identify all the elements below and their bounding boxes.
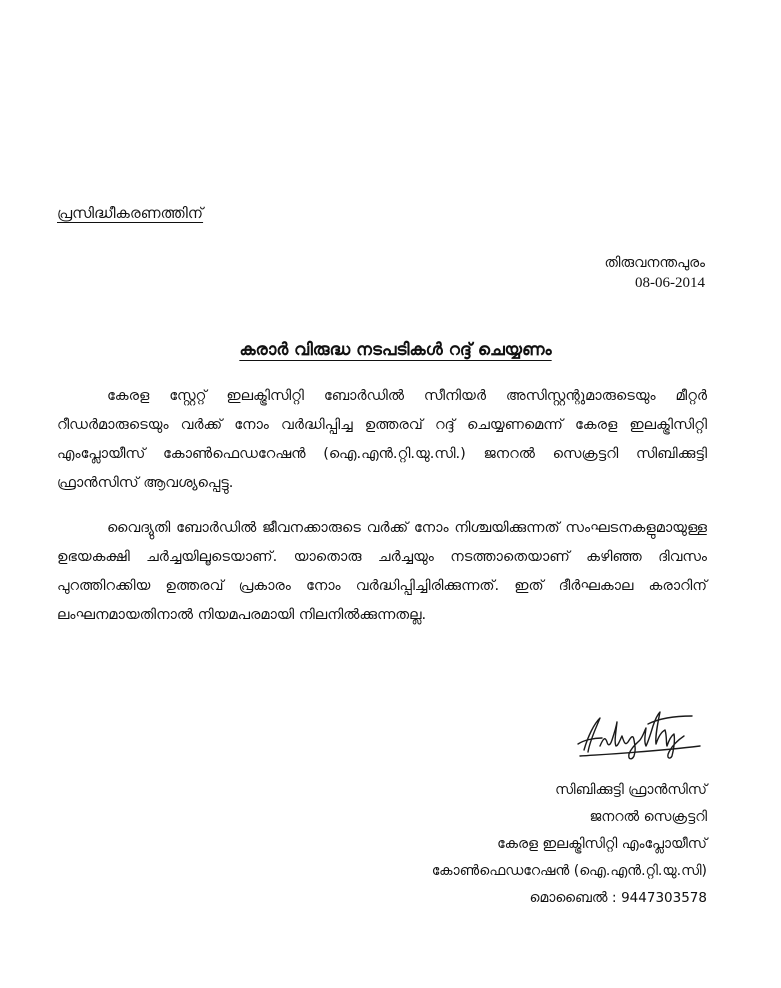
signature-icon	[570, 706, 710, 764]
signer-organization-line1: കേരള ഇലക്ട്രിസിറ്റി എംപ്ലോയീസ്	[497, 836, 707, 852]
for-publication-heading: പ്രസിദ്ധീകരണത്തിന്	[57, 204, 204, 222]
place-date-block	[605, 253, 705, 293]
signer-mobile	[432, 885, 707, 912]
signer-name: സിബിക്കുട്ടി ഫ്രാൻസിസ്	[555, 782, 707, 798]
signer-organization-line2: കോൺഫെഡറേഷൻ (ഐ.എൻ.റ്റി.യു.സി)	[431, 863, 707, 879]
signer-block	[432, 777, 707, 912]
headline	[0, 340, 781, 360]
place: തിരുവനന്തപുരം	[604, 255, 705, 271]
mobile-number: 9447303578	[621, 890, 707, 906]
signer-designation: ജനറൽ സെക്രട്ടറി	[589, 809, 707, 825]
date: 08-06-2014	[635, 275, 705, 291]
paragraph-1: കേരള സ്റ്റേറ്റ് ഇലക്ട്രിസിറ്റി ബോർഡിൽ സീനിയർ അസിസ്റ്റന്റുമാരുടെയും മീറ്റർ റീഡർമാരുടെയും വർക്ക് നോം വർദ്ധിപ്പിച്ച ഉത്തരവ് റദ്ദ് ചെയ്യണമെന്ന് കേരള ഇലക്ട്രിസിറ്റി എംപ്ലോയീസ് കോൺഫെഡറേഷൻ (ഐ.എൻ.റ്റി.യു.സി.) ജനറൽ സെക്രട്ടറി സിബിക്കുട്ടി ഫ്രാൻസിസ് ആവശ്യപ്പെട്ടു.	[57, 388, 707, 491]
headline-text: കരാർ വിരുദ്ധ നടപടികൾ റദ്ദ് ചെയ്യണം	[239, 340, 552, 360]
paragraph-2: വൈദ്യുതി ബോർഡിൽ ജീവനക്കാരുടെ വർക്ക് നോം നിശ്ചയിക്കുന്നത് സംഘടനകളുമായുള്ള ഉഭയകക്ഷി ചർച്ചയിലൂടെയാണ്. യാതൊരു ചർച്ചയും നടത്താതെയാണ് കഴിഞ്ഞ ദിവസം പുറത്തിറക്കിയ ഉത്തരവ് പ്രകാരം നോം വർദ്ധിപ്പിച്ചിരിക്കുന്നത്. ഇത് ദീർഘകാല കരാറിന് ലംഘനമായതിനാൽ നിയമപരമായി നിലനിൽക്കുന്നതല്ല.	[57, 520, 707, 623]
mobile-label: മൊബൈൽ :	[529, 890, 617, 906]
